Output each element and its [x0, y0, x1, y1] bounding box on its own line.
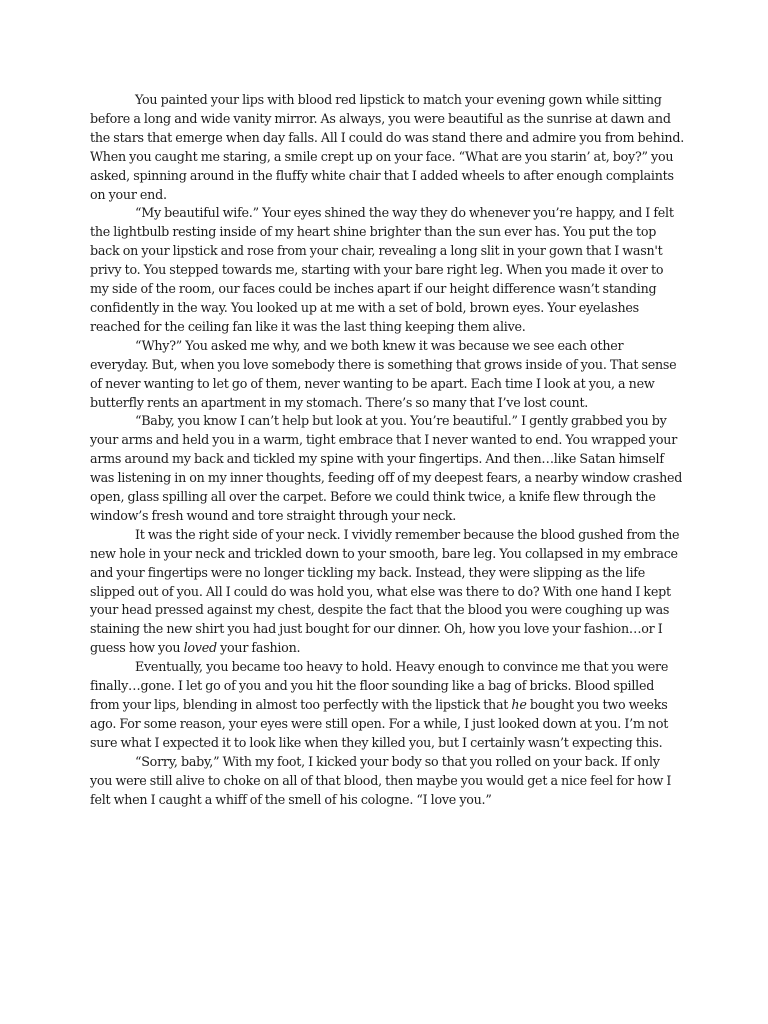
italic-word: he [511, 697, 527, 712]
paragraph-2 [90, 204, 684, 336]
paragraph-text: “My beautiful wife.” Your eyes shined the way they do whenever you’re happy, and I felt the lightbulb resting inside of my heart shine brighter than the sun ever has. You put the top back on your lipstick and rose from your chair, revealing a long slit in your gown that I wasn't privy to. You stepped towards me, starting with your bare right leg. When you made it over to my side of the room, our faces could be inches apart if our height difference wasn’t standing confidently in the way. You looked up at me with a set of bold, brown eyes. Your eyelashes reached for the ceiling fan like it was the last thing keeping them alive. [90, 205, 674, 334]
paragraph-text: bought you two weeks ago. For some reason, your eyes were still open. For a while, I just looked down at you. I’m not sure what I expected it to look like when they killed you, but I certainly wasn’t expecting this. [90, 697, 669, 750]
paragraph-6 [90, 658, 684, 753]
paragraph-text: “Sorry, baby,” With my foot, I kicked your body so that you rolled on your back. If only you were still alive to choke on all of that blood, then maybe you would get a nice feel for how I felt when I caught a whiff of the smell of his cologne. “I love you.” [90, 753, 672, 807]
italic-word: loved [183, 640, 217, 656]
paragraph-text: Eventually, you became too heavy to hold. Heavy enough to convince me that you were finally…gone. I let go of you and you hit the floor sounding like a bag of bricks. Blood spilled from your lips, blending in almost too perfectly with the lipstick that [90, 659, 669, 712]
paragraph-text: your fashion. [216, 640, 301, 656]
paragraph-text: “Baby, you know I can’t help but look at you. You’re beautiful.” I gently grabbed you by your arms and held you in a warm, tight embrace that I never wanted to end. You wrapped your arms around my back and tickled my spine with your fingertips. And then…like Satan himself was listening in on my inner thoughts, feeding off of my deepest fears, a nearby window crashed open, glass spilling all over the carpet. Before we could think twice, a knife flew through the window’s fresh wound and tore straight through your neck. [90, 413, 683, 523]
paragraph-text: You painted your lips with blood red lipstick to match your evening gown while sitting before a long and wide vanity mirror. As always, you were beautiful as the sunrise at dawn and the stars that emerge when day falls. All I could do was stand there and admire you from behind. When you caught me staring, a smile crept up on your face. “What are you starin’ at, boy?” you asked, spinning around in the fluffy white chair that I added wheels to after enough complaints on your end. [90, 92, 684, 202]
paragraph-text: It was the right side of your neck. I vividly remember because the blood gushed from the new hole in your neck and trickled down to your smooth, bare leg. You collapsed in my embrace and your fingertips were no longer tickling my back. Instead, they were slipping as the life slipped out of you. All I could do was hold you, what else was there to do? With one hand I kept your head pressed against my chest, despite the fact that the blood you were coughing up was staining the new shirt you had just bought for our dinner. Oh, how you love your fashion…or I guess how you [90, 526, 680, 656]
paragraph-3 [90, 337, 684, 413]
paragraph-1 [90, 91, 684, 204]
paragraph-5 [90, 526, 684, 658]
paragraph-4 [90, 412, 684, 525]
paragraph-7 [90, 753, 684, 810]
document-page [90, 91, 684, 809]
paragraph-text: “Why?” You asked me why, and we both knew it was because we see each other everyday. But, when you love somebody there is something that grows inside of you. That sense of never wanting to let go of them, never wanting to be apart. Each time I look at you, a new butterfly rents an apartment in my stomach. There’s so many that I’ve lost count. [90, 337, 677, 410]
